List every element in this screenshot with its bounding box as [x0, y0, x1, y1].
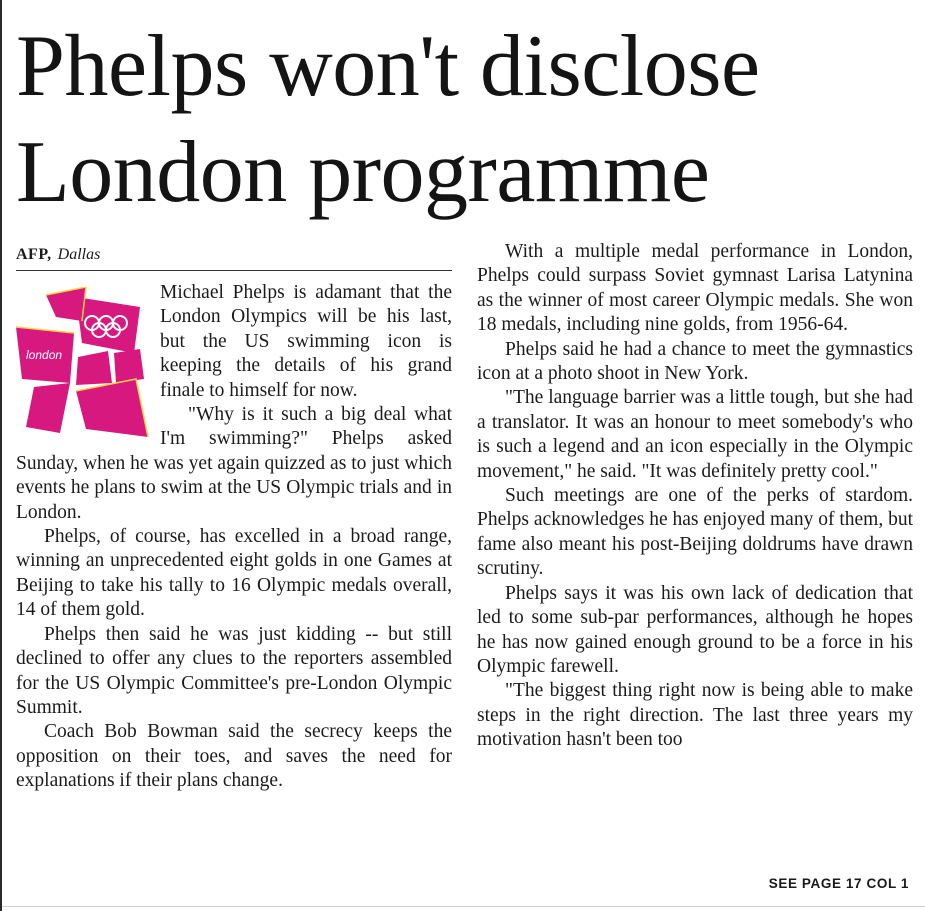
right-paragraph-6: "The biggest thing right now is being able to make steps in the right direction. The last three years my motivation hasn't been too	[477, 680, 913, 751]
left-paragraph-1: Michael Phelps is adamant that the London Olympics will be his last, but the US swimming icon is keeping the details of his grand finale to himself for now.	[160, 282, 452, 401]
london-2012-logo-graphic	[16, 287, 152, 437]
right-column	[477, 240, 913, 753]
continuation-link[interactable]: SEE PAGE 17 COL 1	[768, 876, 909, 891]
right-paragraph-5: Phelps says it was his own lack of dedication that led to some sub-par performances, although he hopes he has now gained enough ground to be a force in his Olympic farewell.	[477, 582, 913, 677]
left-paragraph-4: Phelps then said he was just kidding -- but still declined to offer any clues to the reporters assembled for the US Olympic Committee's pre-London Olympic Summit.	[16, 623, 452, 718]
left-paragraph-2: "Why is it such a big deal what I'm swimming?" Phelps asked Sunday, when he was yet again quizzed as to just which events he plans to swim at the US Olympic trials and in London.	[16, 404, 452, 523]
bottom-rule	[2, 906, 925, 911]
byline-agency: AFP,	[16, 246, 52, 263]
right-paragraph-1: With a multiple medal performance in London, Phelps could surpass Soviet gymnast Larisa Latynina as the winner of most career Olympic medals. She won 18 medals, including nine golds, from 1956-64.	[477, 241, 913, 336]
right-paragraph-4: Such meetings are one of the perks of stardom. Phelps acknowledges he has enjoyed many of them, but fame also meant his post-Beijing doldrums have drawn scrutiny.	[477, 485, 913, 580]
headline	[16, 14, 916, 226]
right-paragraph-2: Phelps said he had a chance to meet the gymnastics icon at a photo shoot in New York.	[477, 338, 913, 385]
logo-london-text: london	[26, 348, 63, 362]
byline	[16, 240, 452, 271]
headline-line-2: London programme	[16, 124, 710, 221]
left-paragraph-3: Phelps, of course, has excelled in a broad range, winning an unprecedented eight golds in one Games at Beijing to take his tally to 16 Olympic medals overall, 14 of them gold.	[16, 526, 452, 621]
london-2012-logo-icon	[16, 287, 152, 437]
headline-line-1: Phelps won't disclose	[16, 18, 760, 115]
left-column	[16, 240, 452, 794]
left-paragraph-5: Coach Bob Bowman said the secrecy keeps the opposition on their toes, and saves the need for explanations if their plans change.	[16, 721, 452, 792]
right-paragraph-3: "The language barrier was a little tough, but she had a translator. It was an honour to meet somebody's who is such a legend and an icon especially in the Olympic movement," he said. "It was definitely pretty cool."	[477, 387, 913, 482]
byline-place: Dallas	[57, 246, 101, 263]
